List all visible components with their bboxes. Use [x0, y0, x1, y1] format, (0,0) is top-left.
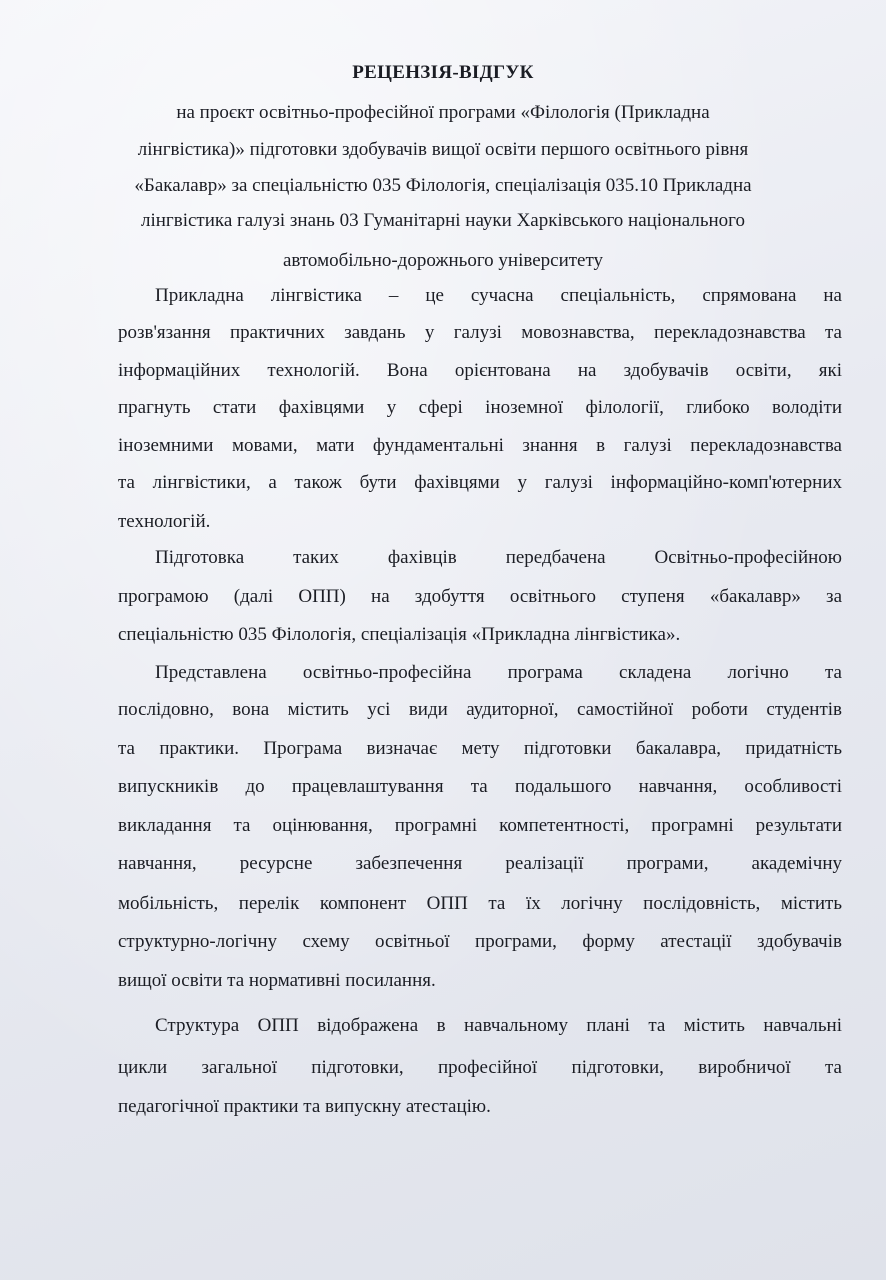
paragraph-line: прагнуть стати фахівцями у сфері іноземної філології, глибоко володіти: [118, 397, 842, 418]
paragraph-line: та лінгвістики, а також бути фахівцями у галузі інформаційно-комп'ютерних: [118, 472, 842, 493]
paragraph-line: вищої освіти та нормативні посилання.: [118, 970, 436, 991]
paragraph-line: педагогічної практики та випускну атестацію.: [118, 1096, 491, 1117]
subtitle-line: лінгвістика)» підготовки здобувачів вищої освіти першого освітнього рівня: [137, 139, 749, 160]
paragraph-line: іноземними мовами, мати фундаментальні знання в галузі перекладознавства: [118, 435, 842, 456]
subtitle-line: «Бакалавр» за спеціальністю 035 Філологія, спеціалізація 035.10 Прикладна: [134, 175, 752, 196]
paragraph-line: та практики. Програма визначає мету підготовки бакалавра, придатність: [118, 738, 842, 759]
paragraph-line: мобільність, перелік компонент ОПП та їх логічну послідовність, містить: [118, 893, 842, 914]
paragraph-line: спеціальністю 035 Філологія, спеціалізація «Прикладна лінгвістика».: [118, 624, 681, 645]
paragraph-line: послідовно, вона містить усі види аудиторної, самостійної роботи студентів: [118, 699, 842, 720]
subtitle-line: автомобільно-дорожнього університету: [282, 250, 604, 271]
paragraph-line: інформаційних технологій. Вона орієнтована на здобувачів освіти, які: [118, 360, 842, 381]
paragraph-line: Прикладна лінгвістика – це сучасна спеціальність, спрямована на: [155, 285, 842, 306]
paragraph-line: технологій.: [118, 511, 211, 532]
document-title: РЕЦЕНЗІЯ-ВІДГУК: [352, 62, 534, 83]
paragraph-line: структурно-логічну схему освітньої програми, форму атестації здобувачів: [118, 931, 842, 952]
paragraph-line: цикли загальної підготовки, професійної підготовки, виробничої та: [118, 1057, 842, 1078]
paragraph-line: програмою (далі ОПП) на здобуття освітнього ступеня «бакалавр» за: [118, 586, 842, 607]
paragraph-line: Структура ОПП відображена в навчальному плані та містить навчальні: [155, 1015, 842, 1036]
paragraph-line: розв'язання практичних завдань у галузі мовознавства, перекладознавства та: [118, 322, 842, 343]
paragraph-line: викладання та оцінювання, програмні компетентності, програмні результати: [118, 815, 842, 836]
subtitle-line: лінгвістика галузі знань 03 Гуманітарні науки Харківського національного: [141, 210, 745, 231]
paragraph-line: Представлена освітньо-професійна програма складена логічно та: [155, 662, 842, 683]
paragraph-line: навчання, ресурсне забезпечення реалізації програми, академічну: [118, 853, 842, 874]
paragraph-line: Підготовка таких фахівців передбачена Освітньо-професійною: [155, 547, 842, 568]
paragraph-line: випускників до працевлаштування та подальшого навчання, особливості: [118, 776, 842, 797]
subtitle-line: на проєкт освітньо-професійної програми «Філологія (Прикладна: [176, 102, 710, 123]
